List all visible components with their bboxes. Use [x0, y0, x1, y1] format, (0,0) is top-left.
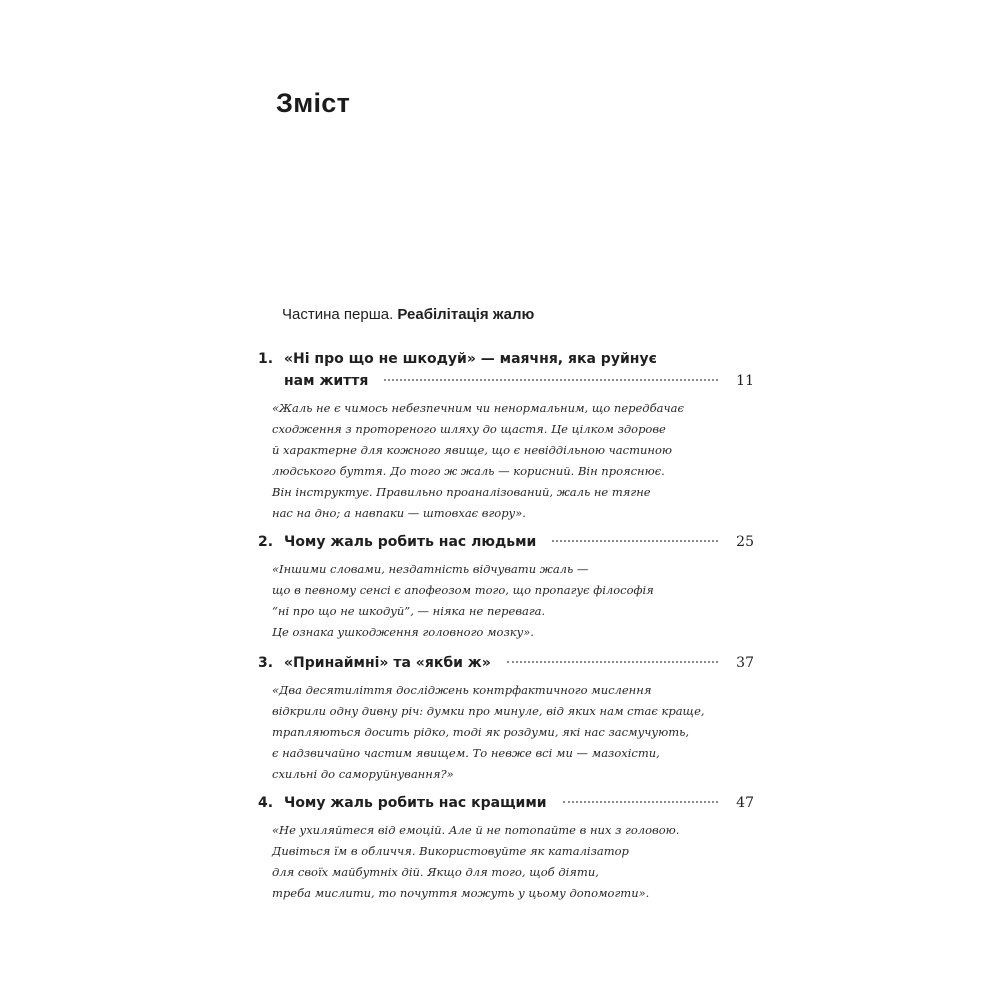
quote-line: Він інструктує. Правильно проаналізований, жаль не тягне: [272, 485, 651, 499]
toc-entry-1[interactable]: [258, 348, 754, 524]
quote-line: людського буття. До того ж жаль — корисний. Він прояснює.: [272, 464, 665, 478]
chapter-number: 4.: [258, 795, 274, 811]
quote-line: й характерне для кожного явище, що є невіддільною частиною: [272, 443, 673, 457]
quote-line: треба мислити, то почуття можуть у цьому допомогти».: [272, 886, 650, 900]
dot-leader: [384, 379, 718, 381]
chapter-quote: [272, 559, 754, 643]
part-heading: [282, 306, 534, 323]
chapter-title-text: «Ні про що не шкодуй» — маячня, яка руйнує: [284, 351, 657, 367]
chapter-title-line: [258, 370, 754, 392]
quote-line: сходження з протореного шляху до щастя. Це цілком здорове: [272, 422, 666, 436]
dot-leader: [563, 801, 719, 803]
quote-line: відкрили одну дивну річ: думки про минуле, від яких нам стає краще,: [272, 704, 705, 718]
page-number: 47: [736, 795, 754, 811]
chapter-quote: [272, 820, 754, 904]
chapter-heading[interactable]: [258, 531, 754, 553]
chapter-title-text: «Принаймні» та «якби ж»: [284, 655, 491, 671]
chapter-title-text: Чому жаль робить нас людьми: [284, 534, 537, 550]
part-label: Частина перша.: [282, 306, 394, 323]
quote-line: Це ознака ушкодження головного мозку».: [272, 625, 534, 639]
chapter-quote: [272, 398, 754, 524]
chapter-number: 1.: [258, 351, 274, 367]
quote-line: трапляються досить рідко, тоді як роздуми, які нас засмучують,: [272, 725, 690, 739]
page-number: 11: [736, 373, 754, 389]
quote-line: «Іншими словами, нездатність відчувати жаль —: [272, 562, 589, 576]
quote-line: «Два десятиліття досліджень контрфактичного мислення: [272, 683, 652, 697]
chapter-title-text: Чому жаль робить нас кращими: [284, 795, 547, 811]
quote-line: “ні про що не шкодуй”, — ніяка не перевага.: [272, 604, 546, 618]
chapter-heading[interactable]: [258, 792, 754, 814]
part-name: Реабілітація жалю: [397, 306, 535, 323]
chapter-title-line: [258, 531, 754, 553]
chapter-heading[interactable]: [258, 348, 754, 392]
quote-line: є надзвичайно частим явищем. То невже всі ми — мазохісти,: [272, 746, 660, 760]
dot-leader: [552, 540, 718, 542]
quote-line: схильні до саморуйнування?»: [272, 767, 454, 781]
page-title: Зміст: [276, 88, 351, 118]
chapter-quote: [272, 680, 754, 785]
chapter-title-line: [258, 792, 754, 814]
chapter-title-text: нам життя: [284, 373, 369, 389]
quote-line: що в певному сенсі є апофеозом того, що пропагує філософія: [272, 583, 654, 597]
toc-entry-3[interactable]: [258, 652, 754, 785]
chapter-title-line: [258, 348, 754, 370]
page-number: 37: [736, 655, 754, 671]
quote-line: для своїх майбутніх дій. Якщо для того, щоб діяти,: [272, 865, 599, 879]
toc-entry-2[interactable]: [258, 531, 754, 643]
quote-line: Дивіться їм в обличчя. Використовуйте як каталізатор: [272, 844, 629, 858]
chapter-heading[interactable]: [258, 652, 754, 674]
chapter-number: 3.: [258, 655, 274, 671]
dot-leader: [507, 661, 718, 663]
page-number: 25: [736, 534, 754, 550]
quote-line: «Не ухиляйтеся від емоцій. Але й не потопайте в них з головою.: [272, 823, 680, 837]
chapter-number: 2.: [258, 534, 274, 550]
quote-line: нас на дно; а навпаки — штовхає вгору».: [272, 506, 526, 520]
chapter-title-line: [258, 652, 754, 674]
toc-entry-4[interactable]: [258, 792, 754, 904]
quote-line: «Жаль не є чимось небезпечним чи ненормальним, що передбачає: [272, 401, 684, 415]
